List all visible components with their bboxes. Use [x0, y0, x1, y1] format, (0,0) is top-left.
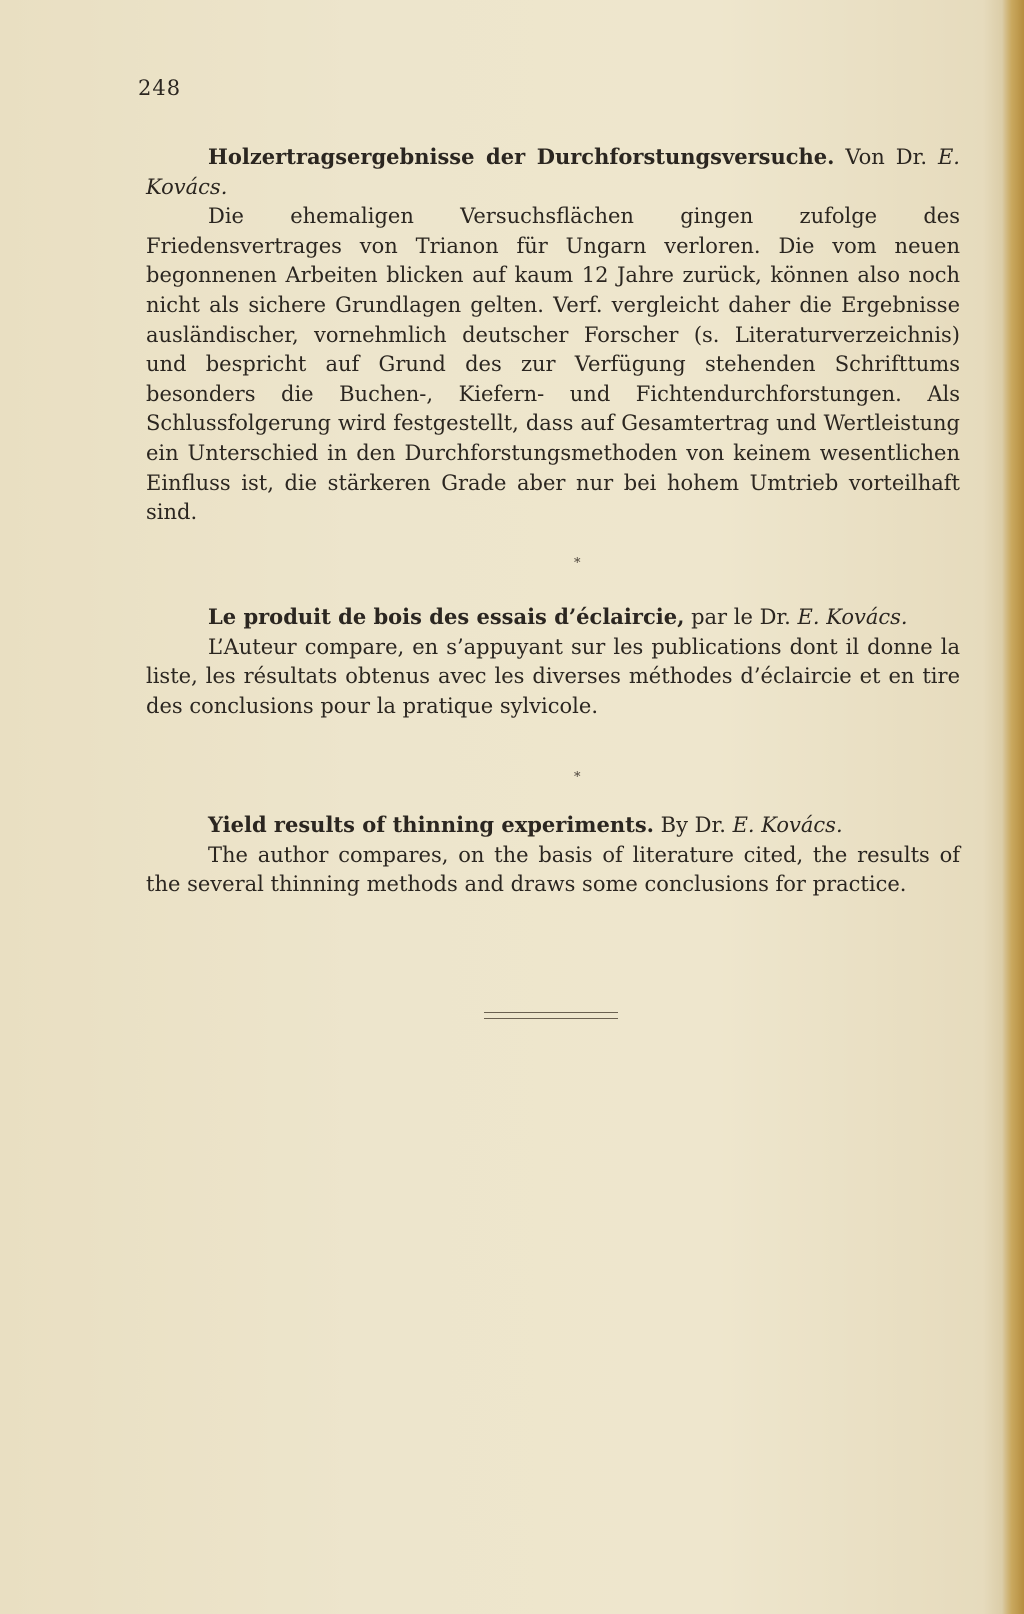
german-author: E. Kovács. [146, 145, 960, 199]
closing-rule-bottom [484, 1018, 618, 1019]
closing-rule-top [484, 1012, 618, 1013]
english-abstract: The author compares, on the basis of literature cited, the results of the several thinning methods and draws some conclusions for practice. [146, 842, 960, 897]
french-section [146, 602, 960, 721]
separator-star-2: * [574, 770, 581, 785]
page-number: 248 [138, 76, 182, 100]
french-author: E. Kovács. [797, 605, 908, 629]
separator-star-1: * [574, 556, 581, 571]
german-section [146, 142, 960, 528]
german-title: Holzertragsergebnisse der Durchforstungsversuche. [208, 144, 835, 169]
english-byline-prefix: By Dr. [660, 813, 726, 837]
german-abstract: Die ehemaligen Versuchsflächen gingen zufolge des Friedensvertrages von Trianon für Ungarn verloren. Die vom neuen begonnenen Arbeiten blicken auf kaum 12 Jahre zurück, können also noch nicht als sichere Grundlagen gelten. Verf. vergleicht daher die Ergebnisse ausländischer, vornehmlich deutscher Forscher (s. Literaturverzeichnis) und bespricht auf Grund des zur Verfügung stehenden Schrifttums besonders die Buchen-, Kiefern- und Fichtendurchforstungen. Als Schlussfolgerung wird festgestellt, dass auf Gesamtertrag und Wertleistung ein Unterschied in den Durchforstungsmethoden von keinem wesentlichen Einfluss ist, die stärkeren Grade aber nur bei hohem Umtrieb vorteilhaft sind. [146, 204, 960, 525]
english-section [146, 810, 960, 900]
german-byline-prefix: Von Dr. [845, 145, 928, 169]
french-byline-prefix: par le Dr. [691, 605, 791, 629]
french-abstract: L’Auteur compare, en s’appuyant sur les publications dont il donne la liste, les résultats obtenus avec les diverses méthodes d’éclaircie et en tire des conclusions pour la pratique sylvicole. [146, 634, 960, 718]
english-author: E. Kovács. [732, 813, 843, 837]
french-title: Le produit de bois des essais d’éclaircie, [208, 604, 685, 629]
page-edge-shadow [1002, 0, 1024, 1614]
english-title: Yield results of thinning experiments. [208, 812, 654, 837]
